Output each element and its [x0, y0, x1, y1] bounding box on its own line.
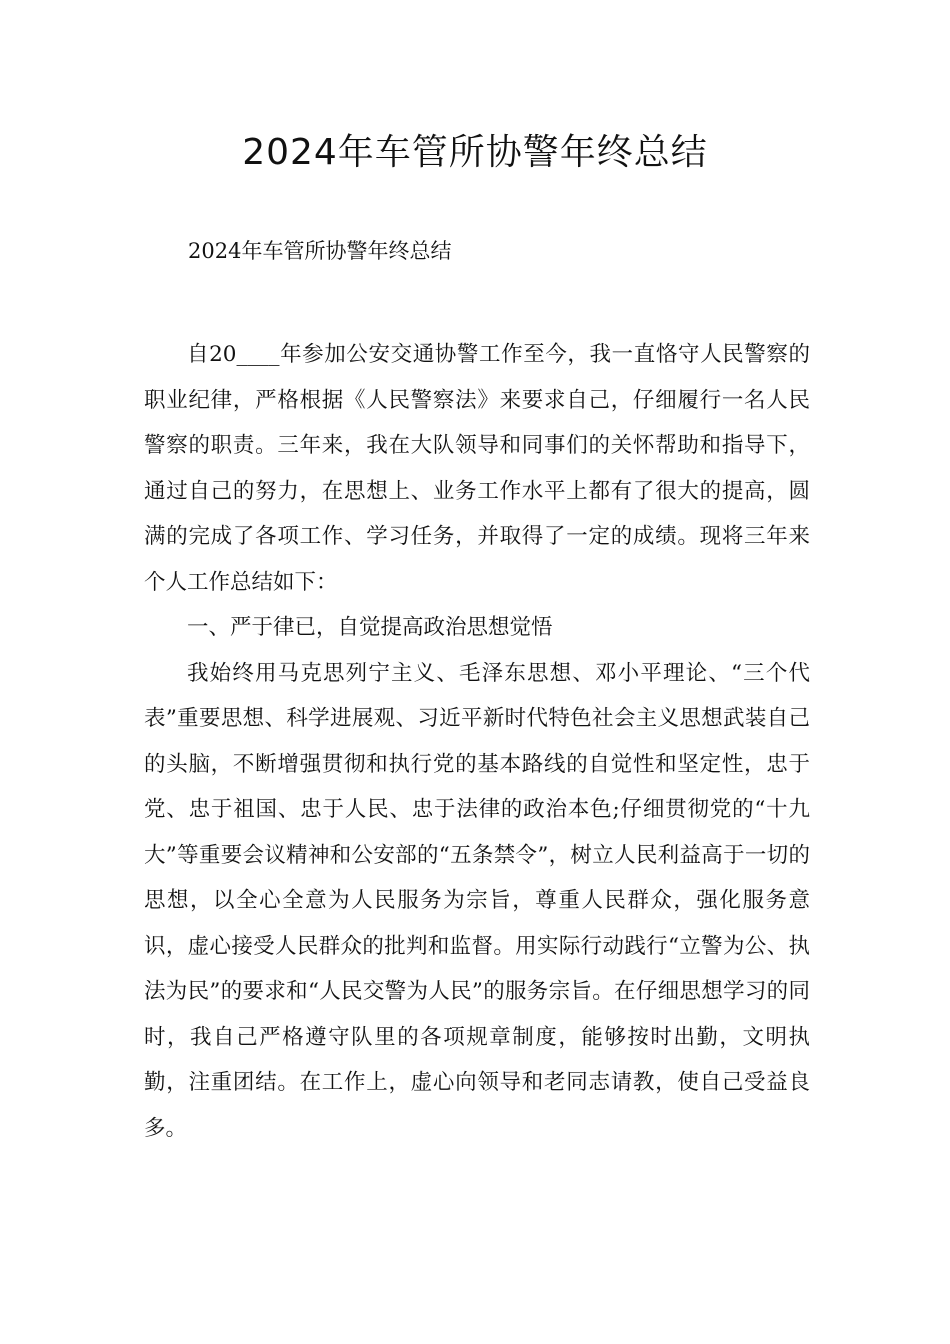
document-body [144, 332, 810, 1151]
document-title: 2024年车管所协警年终总结 [242, 132, 708, 173]
paragraph-intro: 自20____年参加公安交通协警工作至今，我一直恪守人民警察的职业纪律，严格根据《人民警察法》来要求自己，仔细履行一名人民警察的职责。三年来，我在大队领导和同事们的关怀帮助和指导下，通过自己的努力，在思想上、业务工作水平上都有了很大的提高，圆满的完成了各项工作、学习任务，并取得了一定的成绩。现将三年来个人工作总结如下： [144, 342, 810, 595]
paragraph-political: 我始终用马克思列宁主义、毛泽东思想、邓小平理论、“三个代表”重要思想、科学进展观、习近平新时代特色社会主义思想武装自己的头脑，不断增强贯彻和执行党的基本路线的自觉性和坚定性，忠于党、忠于祖国、忠于人民、忠于法律的政治本色;仔细贯彻党的“十九大”等重要会议精神和公安部的“五条禁令”，树立人民利益高于一切的思想，以全心全意为人民服务为宗旨，尊重人民群众，强化服务意识，虚心接受人民群众的批判和监督。用实际行动践行“立警为公、执法为民”的要求和“人民交警为人民”的服务宗旨。在仔细思想学习的同时，我自己严格遵守队里的各项规章制度，能够按时出勤，文明执勤，注重团结。在工作上，虚心向领导和老同志请教，使自己受益良多。 [144, 660, 810, 1141]
document-subtitle: 2024年车管所协警年终总结 [188, 239, 452, 263]
section-heading: 一、严于律已，自觉提高政治思想觉悟 [187, 615, 553, 640]
